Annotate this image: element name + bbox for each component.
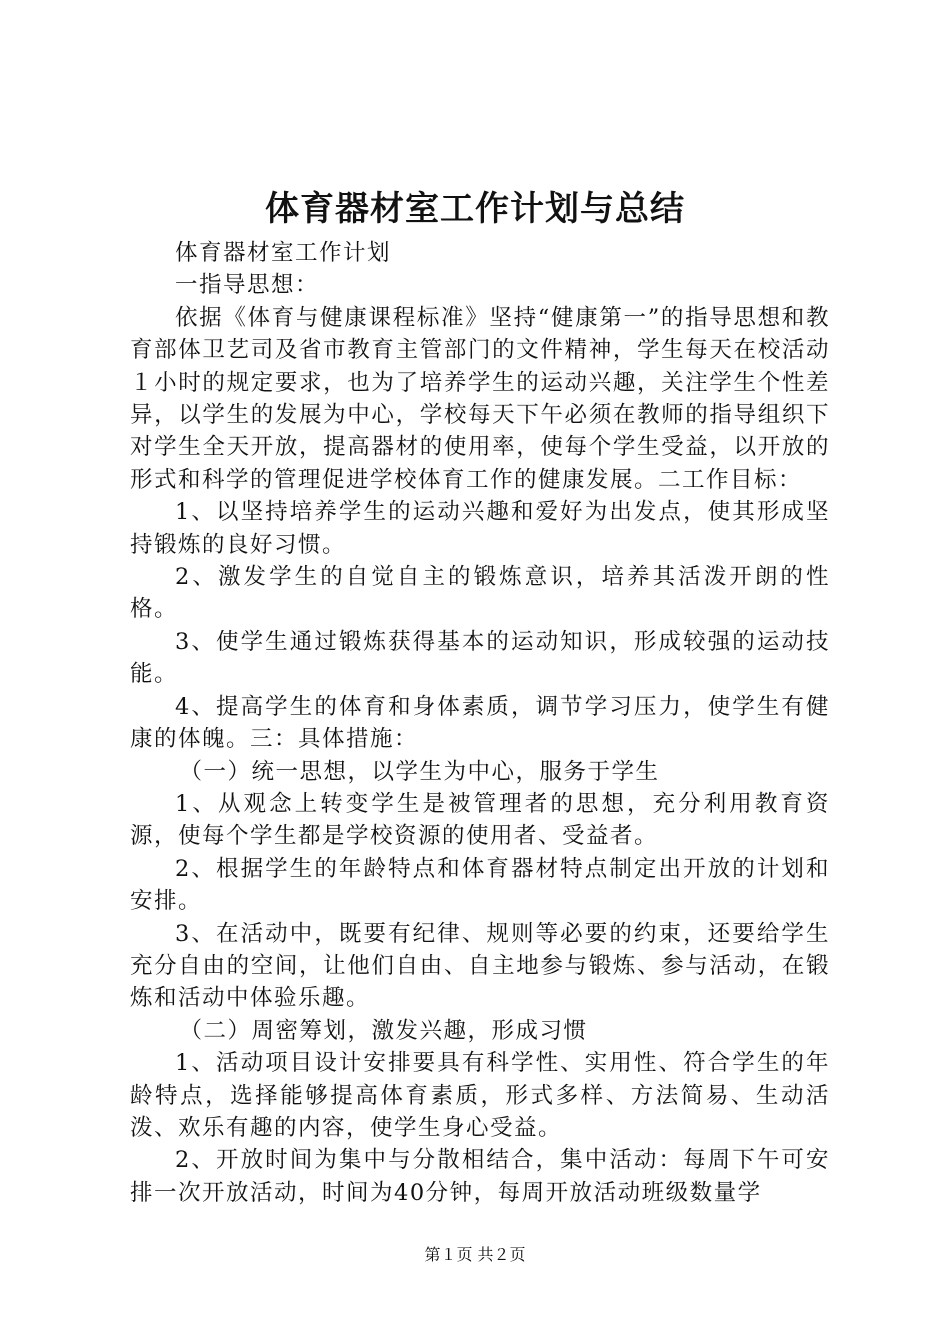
paragraph: 依据《体育与健康课程标准》坚持“健康第一”的指导思想和教育部体卫艺司及省市教育主管部门的文件精神，学生每天在校活动１小时的规定要求，也为了培养学生的运动兴趣，关注学生个性差异，以学生的发展为中心，学校每天下午必须在教师的指导组织下对学生全天开放，提高器材的使用率，使每个学生受益，以开放的形式和科学的管理促进学校体育工作的健康发展。二工作目标：	[130, 304, 830, 493]
page-number: 第１页 共２页	[424, 1245, 526, 1264]
paragraph: 体育器材室工作计划	[175, 240, 392, 266]
paragraph: 1、以坚持培养学生的运动兴趣和爱好为出发点，使其形成坚持锻炼的良好习惯。	[130, 499, 830, 558]
paragraph: 2、激发学生的自觉自主的锻炼意识，培养其活泼开朗的性格。	[130, 564, 830, 623]
section-heading: （一）统一思想，以学生为中心，服务于学生	[179, 758, 660, 785]
paragraph: 4、提高学生的体育和身体素质，调节学习压力，使学生有健康的体魄。三：具体措施：	[130, 693, 830, 753]
paragraph: 3、在活动中，既要有纪律、规则等必要的约束，还要给学生充分自由的空间，让他们自由、自主地参与锻炼、参与活动，在锻炼和活动中体验乐趣。	[130, 920, 830, 1012]
section-heading: （二）周密筹划，激发兴趣，形成习惯	[179, 1017, 588, 1044]
paragraph: 2、根据学生的年龄特点和体育器材特点制定出开放的计划和安排。	[130, 855, 830, 915]
paragraph: 3、使学生通过锻炼获得基本的运动知识，形成较强的运动技能。	[130, 628, 830, 688]
paragraph: 一指导思想：	[175, 272, 320, 299]
paragraph: 1、从观念上转变学生是被管理者的思想，充分利用教育资源，使每个学生都是学校资源的使用者、受益者。	[130, 790, 830, 850]
document-body	[130, 237, 830, 1209]
paragraph: 1、活动项目设计安排要具有科学性、实用性、符合学生的年龄特点，选择能够提高体育素质，形式多样、方法简易、生动活泼、欢乐有趣的内容，使学生身心受益。	[130, 1050, 830, 1141]
document-title: 体育器材室工作计划与总结	[265, 189, 685, 229]
paragraph: 2、开放时间为集中与分散相结合，集中活动：每周下午可安排一次开放活动，时间为40分钟，每周开放活动班级数量学	[130, 1147, 830, 1206]
